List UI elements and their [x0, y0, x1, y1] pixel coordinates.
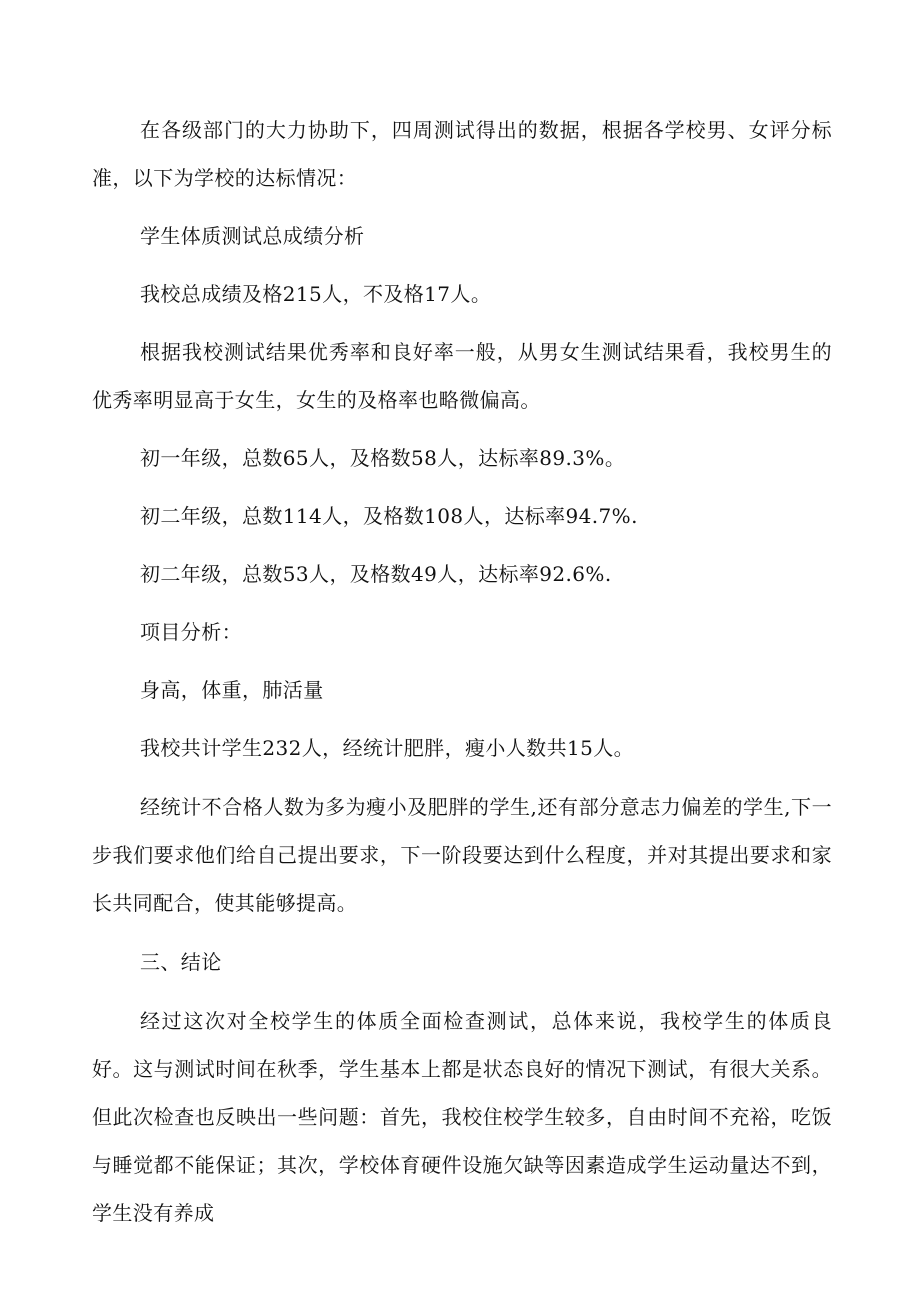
conclusion-paragraph: 经过这次对全校学生的体质全面检查测试，总体来说，我校学生的体质良好。这与测试时间在秋季，学生基本上都是状态良好的情况下测试，有很大关系。但此次检查也反映出一些问题：首先，我校住校学生较多，自由时间不充裕，吃饭与睡觉都不能保证；其次，学校体育硬件设施欠缺等因素造成学生运动量达不到，学生没有养成 [92, 1009, 832, 1225]
item-analysis-heading: 项目分析： [140, 620, 242, 644]
document-body [92, 106, 832, 1237]
total-pass-paragraph: 我校总成绩及格215人，不及格17人。 [140, 282, 492, 306]
failing-students-paragraph: 经统计不合格人数为多为瘦小及肥胖的学生,还有部分意志力偏差的学生,下一步我们要求他们给自己提出要求，下一阶段要达到什么程度，并对其提出要求和家长共同配合，使其能够提高。 [92, 795, 832, 915]
student-count-paragraph: 我校共计学生232人，经统计肥胖，瘦小人数共15人。 [140, 736, 635, 760]
intro-paragraph: 在各级部门的大力协助下，四周测试得出的数据，根据各学校男、女评分标准，以下为学校的达标情况： [92, 118, 832, 190]
rate-analysis-paragraph: 根据我校测试结果优秀率和良好率一般，从男女生测试结果看，我校男生的优秀率明显高于女生，女生的及格率也略微偏高。 [92, 340, 832, 412]
conclusion-heading: 三、结论 [140, 950, 222, 974]
grade-two-stats: 初二年级，总数114人，及格数108人，达标率94.7%. [140, 504, 638, 528]
grade-two-stats-second: 初二年级，总数53人，及格数49人，达标率92.6%. [140, 562, 612, 586]
measurement-items: 身高，体重，肺活量 [140, 678, 324, 702]
grade-one-stats: 初一年级，总数65人，及格数58人，达标率89.3%。 [140, 446, 626, 470]
section-heading-total-score: 学生体质测试总成绩分析 [140, 224, 365, 248]
